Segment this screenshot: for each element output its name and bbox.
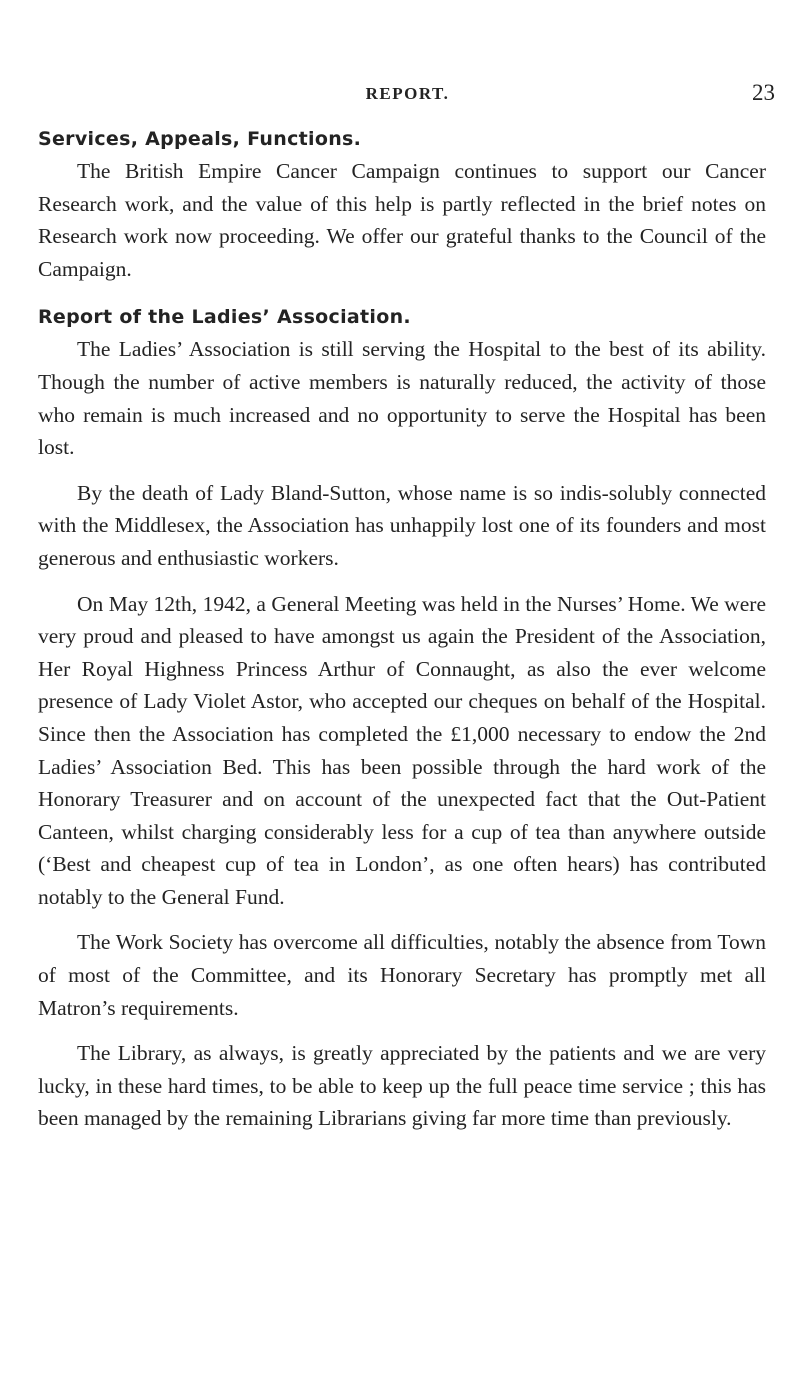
section-services-appeals-functions — [38, 123, 766, 285]
paragraph: On May 12th, 1942, a General Meeting was held in the Nurses’ Home. We were very proud and pleased to have amongst us again the President of the Association, Her Royal Highness Princess Arthur of Connaught, as also the ever welcome presence of Lady Violet Astor, who accepted our cheques on behalf of the Hospital. Since then the Association has completed the £1,000 necessary to endow the 2nd Ladies’ Association Bed. This has been possible through the hard work of the Honorary Treasurer and on account of the unexpected fact that the Out-Patient Canteen, whilst charging considerably less for a cup of tea than anywhere outside (‘Best and cheapest cup of tea in London’, as one often hears) has contributed notably to the General Fund. — [38, 591, 766, 909]
paragraph: By the death of Lady Bland-Sutton, whose name is so indis-solubly connected with the Middlesex, the Association has unhappily lost one of its founders and most generous and enthusiastic workers. — [38, 480, 766, 570]
running-header — [40, 80, 775, 108]
running-title: REPORT. — [365, 84, 450, 103]
page-number: 23 — [752, 80, 775, 105]
paragraph: The Work Society has overcome all difficulties, notably the absence from Town of most of the Committee, and its Honorary Secretary has promptly met all Matron’s requirements. — [38, 930, 766, 1020]
paragraph: The Ladies’ Association is still serving the Hospital to the best of its ability. Though the number of active members is naturally reduced, the activity of those who remain is much increased and no opportunity to serve the Hospital has been lost. — [38, 337, 766, 460]
paragraph: The Library, as always, is greatly appreciated by the patients and we are very lucky, in these hard times, to be able to keep up the full peace time service ; this has been managed by the remaining Librarians giving far more time than previously. — [38, 1041, 766, 1131]
body-content — [38, 123, 766, 1135]
section-heading: Services, Appeals, Functions. — [38, 128, 362, 150]
paragraph: The British Empire Cancer Campaign continues to support our Cancer Research work, and the value of this help is partly reflected in the brief notes on Research work now proceeding. We offer our grateful thanks to the Council of the Campaign. — [38, 159, 766, 281]
section-heading: Report of the Ladies’ Association. — [38, 306, 411, 329]
section-ladies-association-report — [38, 301, 766, 1135]
